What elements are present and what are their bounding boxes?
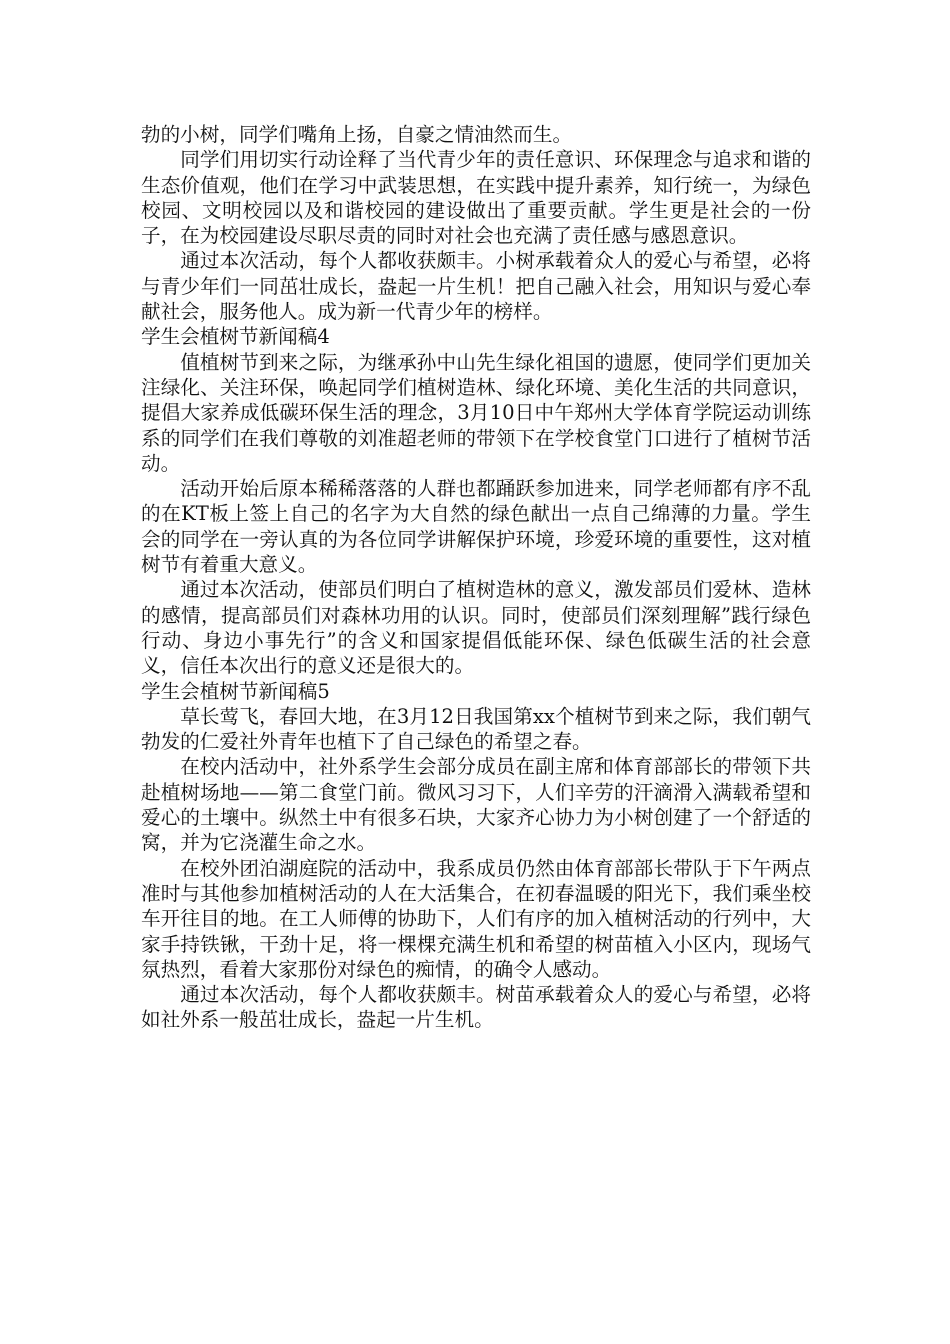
- document-body: [141, 122, 811, 1033]
- section-heading-4: 学生会植树节新闻稿4: [141, 325, 330, 349]
- paragraph: 值植树节到来之际，为继承孙中山先生绿化祖国的遗愿，使同学们更加关注绿化、关注环保，唤起同学们植树造林、绿化环境、美化生活的共同意识，提倡大家养成低碳环保生活的理念，3月10日中午郑州大学体育学院运动训练系的同学们在我们尊敬的刘准超老师的带领下在学校食堂门口进行了植树节活动。: [141, 350, 811, 475]
- paragraph: 在校外团泊湖庭院的活动中，我系成员仍然由体育部部长带队于下午两点准时与其他参加植树活动的人在大活集合，在初春温暖的阳光下，我们乘坐校车开往目的地。在工人师傅的协助下，人们有序的加入植树活动的行列中，大家手持铁锹，干劲十足，将一棵棵充满生机和希望的树苗植入小区内，现场气氛热烈，看着大家那份对绿色的痴情，的确令人感动。: [141, 856, 811, 981]
- paragraph: 通过本次活动，使部员们明白了植树造林的意义，激发部员们爱林、造林的感情，提高部员们对森林功用的认识。同时，使部员们深刻理解”践行绿色行动、身边小事先行”的含义和国家提倡低能环保、绿色低碳生活的社会意义，信任本次出行的意义还是很大的。: [141, 578, 811, 678]
- paragraph: 草长莺飞，春回大地，在3月12日我国第xx个植树节到来之际，我们朝气勃发的仁爱社外青年也植下了自己绿色的希望之春。: [141, 704, 811, 754]
- paragraph: 在校内活动中，社外系学生会部分成员在副主席和体育部部长的带领下共赴植树场地——第二食堂门前。微风习习下，人们辛劳的汗滴滑入满载希望和爱心的土壤中。纵然土中有很多石块，大家齐心协力为小树创建了一个舒适的窝，并为它浇灌生命之水。: [141, 755, 811, 855]
- paragraph: 活动开始后原本稀稀落落的人群也都踊跃参加进来，同学老师都有序不乱的在KT板上签上自己的名字为大自然的绿色献出一点自己绵薄的力量。学生会的同学在一旁认真的为各位同学讲解保护环境，珍爱环境的重要性，这对植树节有着重大意义。: [141, 477, 811, 577]
- paragraph: 通过本次活动，每个人都收获颇丰。小树承载着众人的爱心与希望，必将与青少年们一同茁壮成长，盎起一片生机！把自己融入社会，用知识与爱心奉献社会，服务他人。成为新一代青少年的榜样。: [141, 249, 811, 324]
- paragraph-continuation: 勃的小树，同学们嘴角上扬，自豪之情油然而生。: [141, 123, 573, 146]
- paragraph: 通过本次活动，每个人都收获颇丰。树苗承载着众人的爱心与希望，必将如社外系一般茁壮成长，盎起一片生机。: [141, 983, 811, 1032]
- section-heading-5: 学生会植树节新闻稿5: [141, 679, 330, 703]
- paragraph: 同学们用切实行动诠释了当代青少年的责任意识、环保理念与追求和谐的生态价值观，他们在学习中武装思想，在实践中提升素养，知行统一，为绿色校园、文明校园以及和谐校园的建设做出了重要贡献。学生更是社会的一份子，在为校园建设尽职尽责的同时对社会也充满了责任感与感恩意识。: [141, 148, 811, 248]
